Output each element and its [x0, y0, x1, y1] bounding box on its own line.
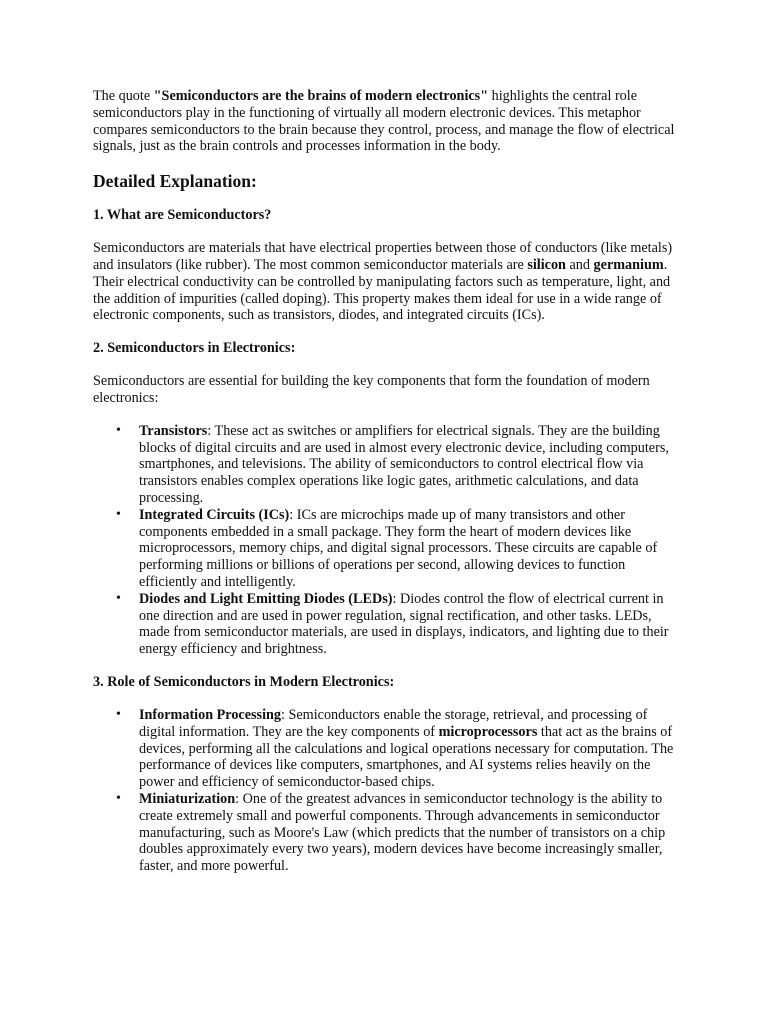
intro-paragraph — [93, 88, 683, 155]
bullet-icon: • — [116, 422, 121, 438]
section1-text-b: . Their electrical conductivity can be controlled by manipulating factors such as temperature, light, and the addition of impurities (called doping). This property makes them ideal for use in a wide range of electronic components, such as transistors, diodes, and integrated circuits (ICs). — [93, 256, 671, 324]
section1-heading: 1. What are Semiconductors? — [93, 207, 272, 224]
list-item — [116, 422, 683, 507]
term-silicon: silicon — [527, 256, 566, 273]
list-item — [116, 790, 683, 875]
list-item-text: : ICs are microchips made up of many transistors and other components embedded in a small package. They form the heart of modern devices like microprocessors, memory chips, and digital signal processors. These circuits are capable of performing millions or billions of operations per second, allowing devices to function efficiently and intelligently. — [139, 506, 658, 590]
section2-heading: 2. Semiconductors in Electronics: — [93, 340, 296, 357]
section2-intro: Semiconductors are essential for building the key components that form the foundation of modern electronics: — [93, 373, 650, 406]
section1-text-a: Semiconductors are materials that have electrical properties between those of conductors (like metals) and insulators (like rubber). The most common semiconductor materials are — [93, 240, 673, 273]
list-item — [116, 706, 683, 791]
section3-list — [93, 707, 683, 875]
bullet-icon: • — [116, 790, 121, 806]
bullet-icon: • — [116, 706, 121, 722]
list-item-text: : Semiconductors enable the storage, retrieval, and processing of digital information. They are the key components of — [139, 706, 648, 740]
list-item — [116, 590, 683, 658]
list-item-term: Miniaturization — [139, 790, 236, 807]
document-page — [93, 88, 683, 891]
list-item-text: : These act as switches or amplifiers for electrical signals. They are the building blocks of digital circuits and are used in almost every electronic device, including computers, smartphones, and televisions. The ability of semiconductors to control electrical flow via transistors enables complex operations like logic gates, arithmetic calculations, and data processing. — [139, 422, 669, 506]
section3-heading: 3. Role of Semiconductors in Modern Electronics: — [93, 673, 395, 690]
list-item-text: : One of the greatest advances in semiconductor technology is the ability to create extremely small and powerful components. Through advancements in semiconductor manufacturing, such as Moore's Law (which predicts that the number of transistors on a chip doubles approximately every two years), modern devices have become increasingly smaller, faster, and more powerful. — [139, 790, 666, 875]
list-item — [116, 506, 683, 591]
term-germanium: germanium — [593, 256, 664, 273]
list-item-term: Information Processing — [139, 706, 281, 723]
section1-paragraph — [93, 240, 683, 324]
section1-text-and: and — [565, 256, 594, 273]
intro-quote: "Semiconductors are the brains of modern electronics" — [153, 88, 489, 104]
bullet-icon: • — [116, 590, 121, 606]
bullet-icon: • — [116, 506, 121, 522]
list-item-text: : Diodes control the flow of electrical current in one direction and are used in power regulation, signal rectification, and other tasks. LEDs, made from semiconductor materials, are used in displays, indicators, and lighting due to their energy efficiency and brightness. — [139, 590, 669, 658]
main-heading: Detailed Explanation: — [93, 171, 257, 192]
list-item-text: that act as the brains of devices, performing all the calculations and logical operations necessary for computation. The performance of devices like computers, smartphones, and AI systems relies heavily on the power and efficiency of semiconductor-based chips. — [139, 723, 674, 791]
list-item-term: Transistors — [139, 422, 208, 439]
section2-list — [93, 423, 683, 658]
term-microprocessors: microprocessors — [438, 723, 538, 740]
intro-text-end: highlights the central role semiconductors play in the functioning of virtually all modern electronic devices. This metaphor compares semiconductors to the brain because they control, process, and manage the flow of electrical signals, just as the brain controls and processes information in the body. — [93, 88, 675, 155]
list-item-term: Diodes and Light Emitting Diodes (LEDs) — [139, 590, 393, 607]
list-item-term: Integrated Circuits (ICs) — [139, 506, 290, 523]
intro-text-start: The quote — [93, 88, 154, 104]
